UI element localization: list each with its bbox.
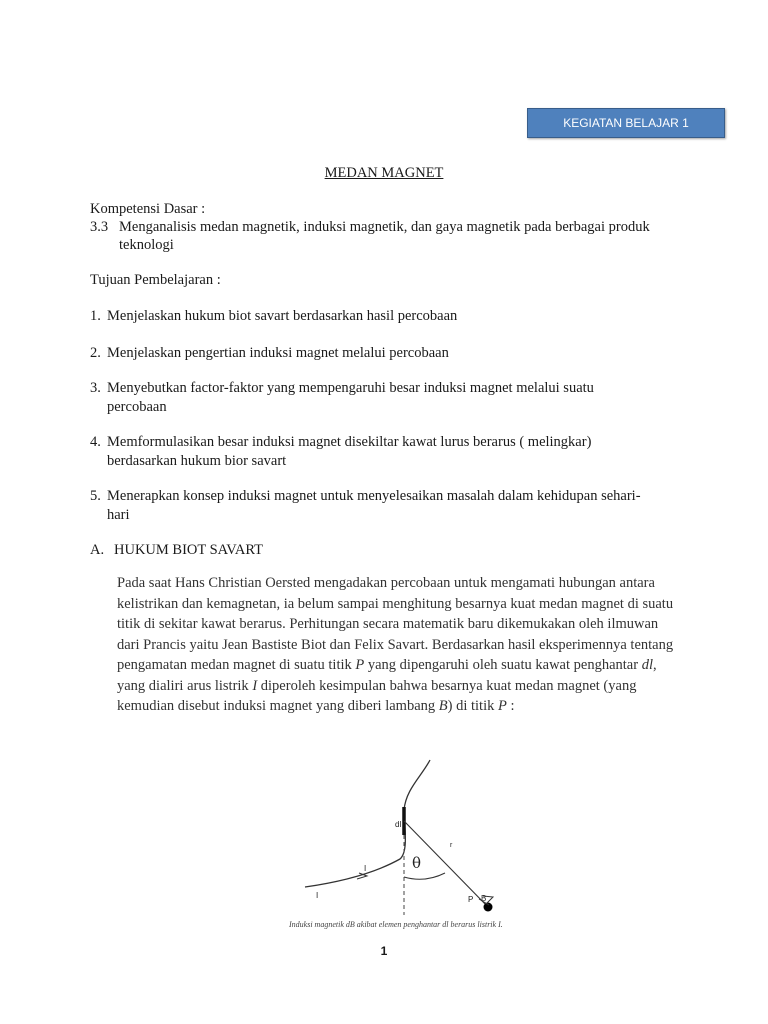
angle-arc (404, 873, 445, 879)
tujuan-item-5-text-line2: hari (107, 507, 130, 523)
section-badge: KEGIATAN BELAJAR 1 (527, 108, 725, 138)
page-number: 1 (380, 944, 388, 958)
kompetensi-number: 3.3 (90, 219, 109, 235)
label-theta: θ (412, 854, 422, 872)
tujuan-item-3-text-line2: percobaan (107, 399, 167, 415)
label-b: B (481, 894, 487, 903)
label-current: I (364, 864, 367, 873)
tujuan-item-5-num: 5. (90, 488, 101, 504)
tujuan-item-2-num: 2. (90, 345, 101, 361)
tujuan-item-2-text: Menjelaskan pengertian induksi magnet melalui percobaan (107, 345, 449, 361)
kompetensi-text-line2: teknologi (119, 237, 174, 253)
tujuan-item-4-text-line2: berdasarkan hukum bior savart (107, 453, 287, 469)
kompetensi-label: Kompetensi Dasar : (90, 201, 206, 217)
tujuan-item-3-text-line1: Menyebutkan factor-faktor yang mempengaruhi besar induksi magnet melalui suatu (107, 380, 594, 396)
biot-savart-diagram (285, 755, 525, 935)
label-r: r (450, 842, 453, 849)
tujuan-item-1-num: 1. (90, 308, 101, 324)
tujuan-item-3-num: 3. (90, 380, 101, 396)
figure-caption: Induksi magnetik dB akibat elemen penghantar dl berarus listrik I. (289, 920, 503, 929)
kompetensi-text-line1: Menganalisis medan magnetik, induksi magnetik, dan gaya magnetik pada berbagai produk (119, 219, 650, 235)
label-current-start: I (316, 891, 319, 900)
tujuan-label: Tujuan Pembelajaran : (90, 272, 221, 288)
page-title: MEDAN MAGNET (324, 165, 444, 181)
section-heading: HUKUM BIOT SAVART (114, 542, 263, 558)
label-dl: dl (395, 820, 402, 829)
label-p: P (468, 895, 474, 904)
section-letter: A. (90, 542, 105, 558)
biot-savart-paragraph: Pada saat Hans Christian Oersted mengadakan percobaan untuk mengamati hubungan antara kelistrikan dan kemagnetan, ia belum sampai menghitung besarnya kuat medan magnet di suatu titik di sekitar kawat berarus. Perhitungan secara matematik baru dikemukakan oleh ilmuwan dari Prancis yaitu Jean Bastiste Biot dan Felix Savart. Berdasarkan hasil eksperimennya tentang pengamatan medan magnet di suatu titik P yang dipengaruhi oleh suatu kawat penghantar dl, yang dialiri arus listrik I diperoleh kesimpulan bahwa besarnya kuat medan magnet (yang kemudian disebut induksi magnet yang diberi lambang B) di titik P : (117, 575, 674, 714)
tujuan-item-1-text: Menjelaskan hukum biot savart berdasarkan hasil percobaan (107, 308, 458, 324)
tujuan-item-4-text-line1: Memformulasikan besar induksi magnet disekiltar kawat lurus berarus ( melingkar) (107, 434, 592, 450)
tujuan-item-4-num: 4. (90, 434, 101, 450)
tujuan-item-5-text-line1: Menerapkan konsep induksi magnet untuk menyelesaikan masalah dalam kehidupan sehari- (107, 488, 641, 504)
